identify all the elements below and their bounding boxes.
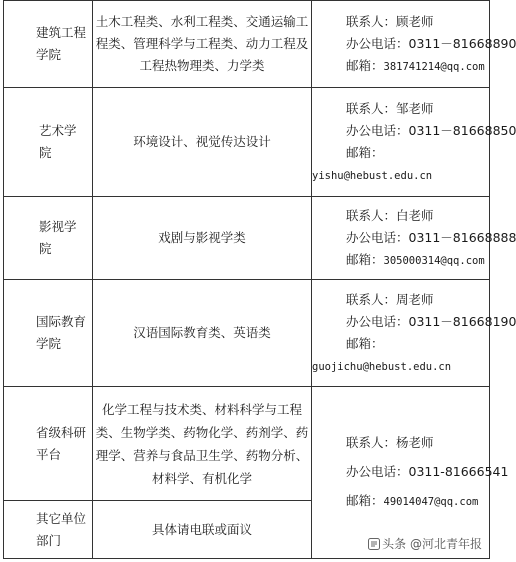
contact-person: 联系人：邹老师 [346,100,434,116]
college-cell [4,501,93,559]
college-name: 影视学院 [39,219,77,256]
college-cell [4,387,93,501]
contact-cell [312,197,516,280]
contact-person: 联系人：顾老师 [346,13,434,29]
majors-cell [93,280,312,387]
watermark-text: 头条 @河北青年报 [382,537,482,551]
college-name: 省级科研平台 [36,424,87,462]
office-phone: 办公电话：0311－81668850 [346,122,516,138]
college-cell [4,88,93,197]
contact-person: 联系人：白老师 [346,207,434,223]
email-address: 49014047@qq.com [383,496,479,508]
majors-text: 环境设计、视觉传达设计 [133,134,271,149]
table-row [4,387,490,501]
majors-cell [93,501,312,559]
email-label: 邮箱： [346,57,384,73]
majors-cell [93,387,312,501]
email-address: guojichu@hebust.edu.cn [312,360,452,373]
table-row [4,88,490,197]
email-label: 邮箱： [346,493,384,508]
majors-text: 化学工程与技术类、材料科学与工程类、生物学类、药物化学、药剂学、药理学、营养与食品卫生学、药物分析、材料学、有机化学 [95,401,309,486]
college-name: 建筑工程学院 [36,25,87,62]
toutiao-logo-icon [368,538,380,550]
office-phone: 办公电话：0311－81668190 [346,313,516,329]
college-cell [4,1,93,88]
majors-text: 汉语国际教育类、英语类 [133,325,271,340]
contact-cell [312,88,516,197]
contact-cell [312,387,509,559]
majors-text: 土木工程类、水利工程类、交通运输工程类、管理科学与工程类、动力工程及工程热物理类、力学类 [95,14,309,73]
college-name: 艺术学院 [39,123,77,160]
recruitment-contact-table [3,0,516,559]
majors-cell [93,197,312,280]
college-name: 国际教育学院 [36,314,87,351]
table-row [4,197,490,280]
contact-cell [312,280,516,387]
majors-cell [93,1,312,88]
college-cell [4,197,93,280]
contact-person: 联系人：杨老师 [346,435,434,450]
college-name: 其它单位部门 [36,510,87,548]
majors-text: 具体请电联或面议 [151,521,252,537]
email-label: 邮箱： [346,144,384,160]
college-cell [4,280,93,387]
table-row [4,1,490,88]
email-address: yishu@hebust.edu.cn [312,169,433,182]
majors-cell [93,88,312,197]
contact-cell [312,1,516,88]
contact-person: 联系人：周老师 [346,291,434,307]
majors-text: 戏剧与影视学类 [158,230,246,245]
email-address: 381741214@qq.com [383,60,485,73]
office-phone: 办公电话：0311－81668890 [346,35,516,51]
office-phone: 办公电话：0311-81666541 [346,464,509,479]
office-phone: 办公电话：0311－81668888 [346,229,516,245]
email-label: 邮箱： [346,251,384,267]
email-label: 邮箱： [346,335,384,351]
table-row [4,280,490,387]
email-address: 305000314@qq.com [383,254,485,267]
watermark [368,535,482,552]
